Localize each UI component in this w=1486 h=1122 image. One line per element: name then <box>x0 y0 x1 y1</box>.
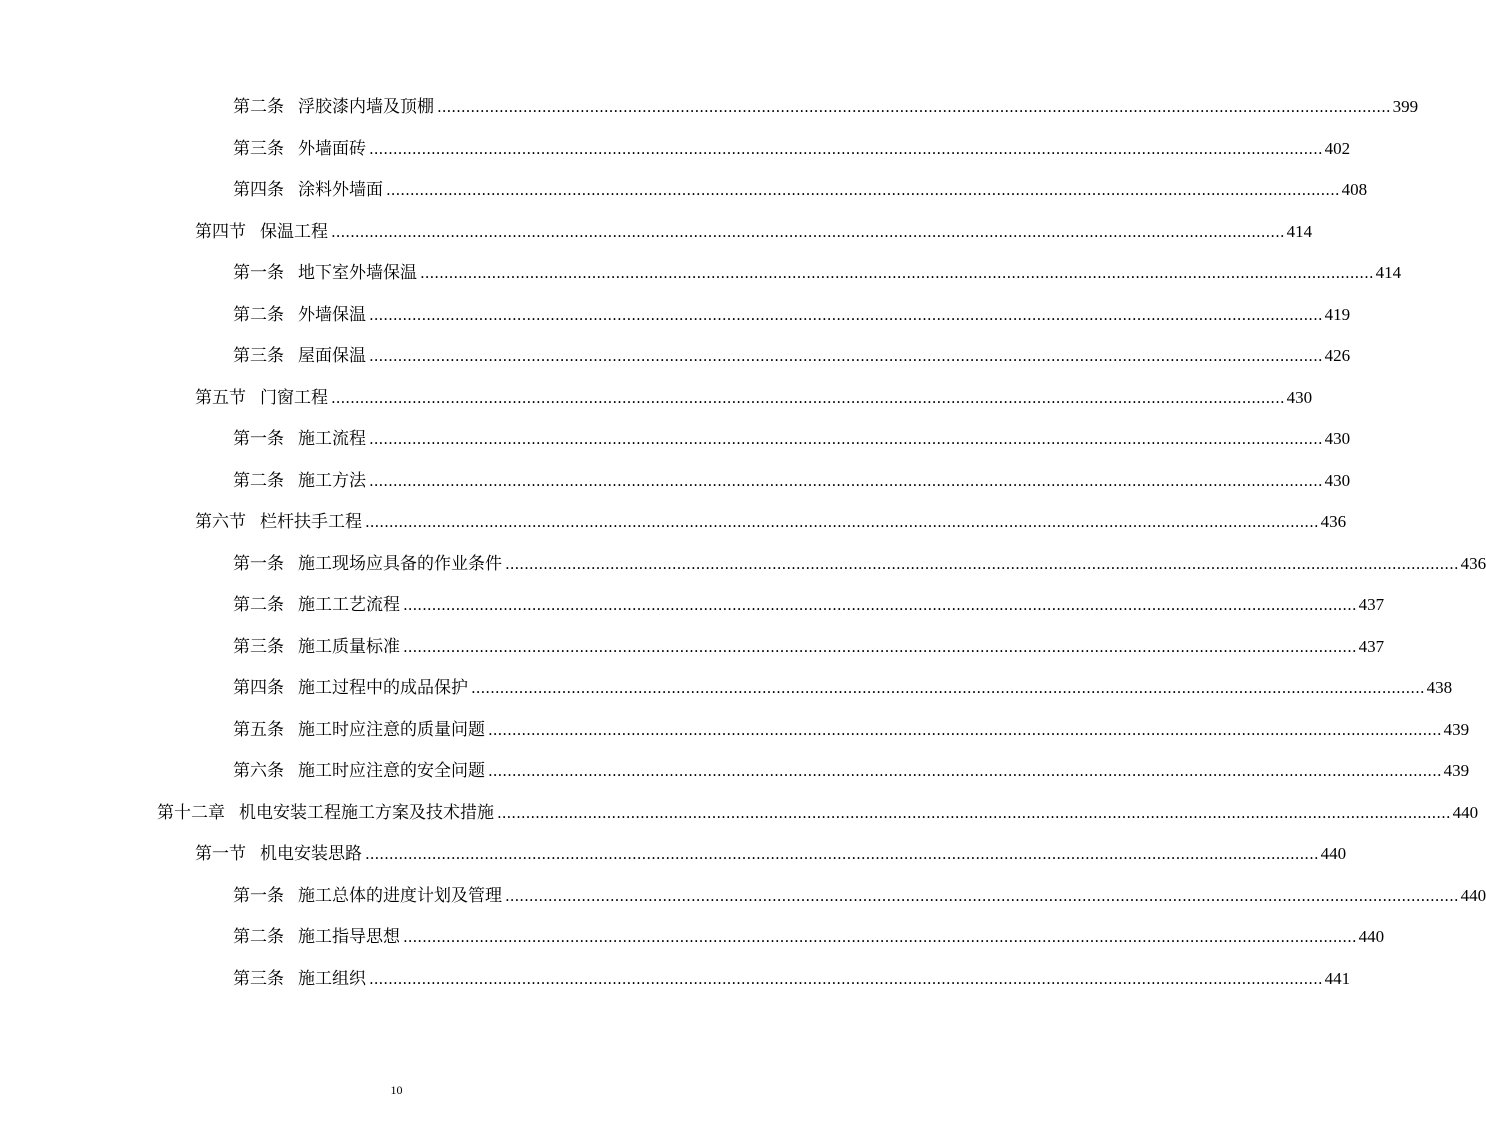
toc-entry-number: 第四条 <box>233 180 284 200</box>
dot-leader: ........................................................................................................................................................................................................ <box>505 886 1459 905</box>
dot-leader: ........................................................................................................................................................................................................ <box>488 762 1442 780</box>
toc-entry[interactable] <box>233 632 1385 662</box>
toc-entry-title: 外墙保温 <box>298 304 366 325</box>
toc-entry-page: 440 <box>1460 885 1486 905</box>
toc-entry-number: 第二条 <box>233 470 284 491</box>
toc-entry-title: 机电安装工程施工方案及技术措施 <box>239 802 494 823</box>
toc-entry[interactable] <box>195 839 1347 869</box>
toc-entry-number: 第四条 <box>233 678 284 698</box>
toc-entry-title: 屋面保温 <box>298 346 366 366</box>
dot-leader: ........................................................................................................................................................................................................ <box>497 803 1451 822</box>
toc-entry-title: 施工工艺流程 <box>298 595 400 615</box>
toc-entry[interactable] <box>233 590 1385 620</box>
dot-leader: ........................................................................................................................................................................................................ <box>403 596 1357 614</box>
toc-entry-number: 第六节 <box>195 512 246 532</box>
toc-entry[interactable] <box>233 300 1351 330</box>
toc-entry-title: 施工总体的进度计划及管理 <box>298 885 502 906</box>
toc-entry-page: 440 <box>1452 802 1479 822</box>
toc-entry-title: 外墙面砖 <box>298 138 366 159</box>
toc-entry-page: 430 <box>1324 470 1351 490</box>
dot-leader: ........................................................................................................................................................................................................ <box>369 969 1323 988</box>
toc-entry[interactable] <box>233 881 1486 911</box>
toc-entry-number: 第一节 <box>195 844 246 864</box>
dot-leader: ........................................................................................................................................................................................................ <box>403 637 1357 656</box>
toc-entry-number: 第二条 <box>233 97 284 117</box>
toc-entry-title: 门窗工程 <box>260 387 328 408</box>
toc-entry-title: 涂料外墙面 <box>298 180 383 200</box>
toc-entry-number: 第三条 <box>233 138 284 159</box>
toc-entry[interactable] <box>233 673 1453 703</box>
toc-entry-title: 施工方法 <box>298 470 366 491</box>
toc-entry[interactable] <box>195 383 1313 413</box>
dot-leader: ........................................................................................................................................................................................................ <box>420 264 1374 282</box>
toc-entry-page: 436 <box>1460 553 1486 573</box>
toc-entry[interactable] <box>233 175 1368 205</box>
dot-leader: ........................................................................................................................................................................................................ <box>331 388 1285 407</box>
toc-entry-page: 440 <box>1358 927 1385 946</box>
toc-entry-number: 第十二章 <box>157 802 225 823</box>
toc-entry-number: 第一条 <box>233 553 284 574</box>
dot-leader: ........................................................................................................................................................................................................ <box>505 554 1459 573</box>
toc-entry-page: 426 <box>1324 346 1351 365</box>
toc-entry-number: 第二条 <box>233 595 284 615</box>
page-number: 10 <box>390 1083 403 1097</box>
toc-entry-number: 第三条 <box>233 636 284 657</box>
toc-entry-number: 第五节 <box>195 387 246 408</box>
toc-entry[interactable] <box>233 466 1351 496</box>
toc-entry-page: 437 <box>1358 595 1385 614</box>
toc-entry[interactable] <box>233 715 1470 745</box>
toc-entry-number: 第六条 <box>233 761 284 781</box>
toc-entry-page: 439 <box>1443 719 1470 739</box>
toc-entry-page: 439 <box>1443 761 1470 780</box>
toc-entry[interactable] <box>233 341 1351 371</box>
toc-entry-title: 施工过程中的成品保护 <box>298 678 468 698</box>
dot-leader: ........................................................................................................................................................................................................ <box>488 720 1442 739</box>
toc-entry-page: 438 <box>1426 678 1453 697</box>
toc-entry[interactable] <box>233 756 1470 786</box>
toc-entry-title: 地下室外墙保温 <box>298 263 417 283</box>
toc-entry-title: 施工时应注意的质量问题 <box>298 719 485 740</box>
dot-leader: ........................................................................................................................................................................................................ <box>331 222 1285 241</box>
toc-entry[interactable] <box>233 549 1486 579</box>
toc-entry[interactable] <box>157 798 1479 828</box>
toc-entry-title: 机电安装思路 <box>260 844 362 864</box>
toc-entry-title: 保温工程 <box>260 221 328 242</box>
toc-entry-title: 栏杆扶手工程 <box>260 512 362 532</box>
toc-entry-title: 施工时应注意的安全问题 <box>298 761 485 781</box>
dot-leader: ........................................................................................................................................................................................................ <box>369 471 1323 490</box>
toc-entry-title: 施工质量标准 <box>298 636 400 657</box>
toc-entry[interactable] <box>233 92 1419 122</box>
toc-entry[interactable] <box>195 217 1313 247</box>
toc-entry-page: 436 <box>1320 512 1347 531</box>
toc-entry-number: 第二条 <box>233 304 284 325</box>
toc-entry-page: 414 <box>1375 263 1402 282</box>
dot-leader: ........................................................................................................................................................................................................ <box>437 98 1391 116</box>
toc-entry-page: 440 <box>1320 844 1347 863</box>
toc-entry[interactable] <box>233 424 1351 454</box>
toc-entry-page: 430 <box>1324 429 1351 448</box>
toc-entry-page: 441 <box>1324 968 1351 988</box>
toc-entry-title: 浮胶漆内墙及顶棚 <box>298 97 434 117</box>
toc-entry-title: 施工现场应具备的作业条件 <box>298 553 502 574</box>
dot-leader: ........................................................................................................................................................................................................ <box>403 928 1357 946</box>
dot-leader: ........................................................................................................................................................................................................ <box>471 679 1425 697</box>
dot-leader: ........................................................................................................................................................................................................ <box>365 513 1319 531</box>
toc-entry-page: 430 <box>1286 387 1313 407</box>
toc-entry-number: 第三条 <box>233 346 284 366</box>
toc-entry-page: 399 <box>1392 97 1419 116</box>
toc-entry-number: 第一条 <box>233 429 284 449</box>
dot-leader: ........................................................................................................................................................................................................ <box>369 430 1323 448</box>
toc-entry-page: 408 <box>1341 180 1368 199</box>
toc-entry-page: 437 <box>1358 636 1385 656</box>
toc-entry-number: 第三条 <box>233 968 284 989</box>
toc-entry-number: 第一条 <box>233 885 284 906</box>
toc-entry-page: 402 <box>1324 138 1351 158</box>
toc-entry[interactable] <box>233 964 1351 994</box>
dot-leader: ........................................................................................................................................................................................................ <box>386 181 1340 199</box>
toc-entry-page: 419 <box>1324 304 1351 324</box>
toc-entry-number: 第一条 <box>233 263 284 283</box>
toc-entry-page: 414 <box>1286 221 1313 241</box>
toc-entry[interactable] <box>233 258 1402 288</box>
toc-entry[interactable] <box>195 507 1347 537</box>
dot-leader: ........................................................................................................................................................................................................ <box>369 305 1323 324</box>
toc-entry-number: 第五条 <box>233 719 284 740</box>
toc-entry-title: 施工指导思想 <box>298 927 400 947</box>
dot-leader: ........................................................................................................................................................................................................ <box>369 139 1323 158</box>
toc-entry-number: 第四节 <box>195 221 246 242</box>
toc-entry[interactable] <box>233 134 1351 164</box>
toc-entry-number: 第二条 <box>233 927 284 947</box>
toc-entry-title: 施工组织 <box>298 968 366 989</box>
dot-leader: ........................................................................................................................................................................................................ <box>365 845 1319 863</box>
toc-entry-title: 施工流程 <box>298 429 366 449</box>
dot-leader: ........................................................................................................................................................................................................ <box>369 347 1323 365</box>
toc-entry[interactable] <box>233 922 1385 952</box>
